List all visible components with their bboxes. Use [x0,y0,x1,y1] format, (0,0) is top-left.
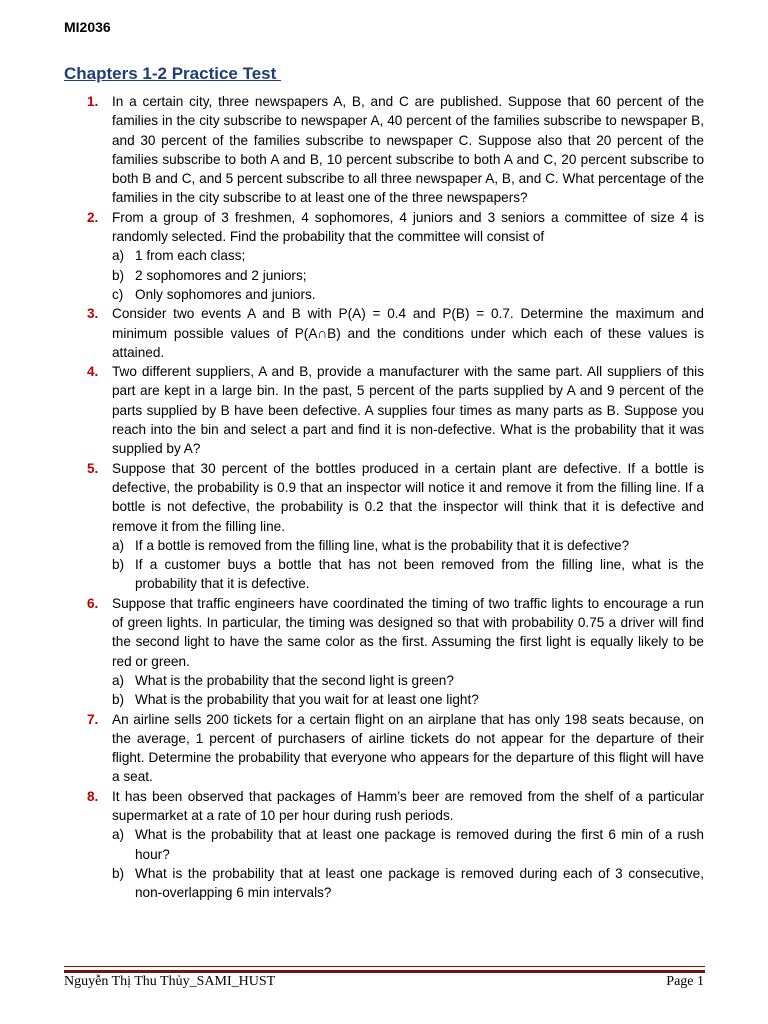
subquestion-item [112,671,704,690]
subquestion-item [112,555,704,594]
problem-text: In a certain city, three newspapers A, B, and C are published. Suppose that 60 percent of the families in the city subscribe to newspaper A, 40 percent of the families subscribe to newspaper B, and 30 percent of the families subscribe to newspaper C. Suppose also that 20 percent of the families subscribe to both A and B, 10 percent subscribe to both A and C, 20 percent subscribe to both B and C, and 5 percent subscribe to all three newspaper A, B, and C. What percentage of the families in the city subscribe to at least one of the three newspapers? [112,94,704,206]
subquestion-list [112,246,704,304]
subquestion-text: What is the probability that at least one package is removed during each of 3 consecutive, non-overlapping 6 min intervals? [135,865,704,901]
subquestion-label: b) [112,692,125,708]
subquestion-list [112,671,704,710]
subquestion-text: 1 from each class; [135,248,246,264]
subquestion-label: a) [112,248,125,264]
subquestion-text: What is the probability that the second light is green? [135,672,454,688]
problem-text: It has been observed that packages of Hamm’s beer are removed from the shelf of a particular supermarket at a rate of 10 per hour during rush periods. [112,788,704,823]
subquestion-text: What is the probability that at least one package is removed during the first 6 min of a rush hour? [135,827,704,862]
subquestion-item [112,246,704,265]
subquestion-item [112,825,704,864]
course-code: MI2036 [64,19,111,35]
problem-text: Two different suppliers, A and B, provide a manufacturer with the same part. All suppliers of this part are kept in a large bin. In the past, 5 percent of the parts supplied by A and 9 percent of the parts supplied by B have been defective. A supplies four times as many parts as B. Suppose you reach into the bin and select a part and find it is non-defective. What is the probability that it was supplied by A? [112,364,704,457]
problem-text: Suppose that traffic engineers have coordinated the timing of two traffic lights to encourage a run of green lights. In particular, the timing was designed so that with probability 0.75 a driver will find the second light to have the same color as the first. Assuming the first light is equally likely to be red or green. [112,595,704,669]
footer-rule-thin [64,966,705,967]
page-title: Chapters 1-2 Practice Test [64,64,281,83]
problem-text: Suppose that 30 percent of the bottles produced in a certain plant are defective. If a bottle is defective, the probability is 0.9 that an inspector will notice it and remove it from the filling line. If a bottle is not defective, the probability is 0.2 that the inspector will think that it is defective and remove it from the filling line. [112,460,704,534]
subquestion-text: Only sophomores and juniors. [135,286,316,302]
subquestion-list [112,825,704,902]
subquestion-item [112,690,704,709]
page-number: Page 1 [666,974,704,989]
problem-number: 1. [87,94,99,109]
problem-number: 6. [87,595,99,611]
subquestion-item [112,864,704,903]
problem-number: 5. [87,460,99,476]
subquestion-text: If a customer buys a bottle that has not been removed from the filling line, what is the probability that it is defective. [135,557,704,592]
subquestion-text: What is the probability that you wait for at least one light? [135,692,479,708]
problem-item [84,208,704,304]
subquestion-item [112,266,704,285]
problem-item [84,594,704,710]
problem-text: An airline sells 200 tickets for a certain flight on an airplane that has only 198 seats because, on the average, 1 percent of purchasers of airline tickets do not appear for the departure of their flight. Determine the probability that everyone who appears for the departure of this flight will have a seat. [112,711,704,785]
problem-text: Consider two events A and B with P(A) = 0.4 and P(B) = 0.7. Determine the maximum and minimum possible values of P(A∩B) and the conditions under which each of these values is attained. [112,306,704,360]
subquestion-label: b) [112,267,125,283]
subquestion-item [112,536,704,555]
footer-rule-thick [64,970,705,973]
subquestion-label: a) [112,827,125,843]
problem-item [84,362,704,458]
problem-number: 8. [87,788,99,804]
subquestion-label: b) [112,865,125,881]
problem-number: 3. [87,306,99,322]
subquestion-text: If a bottle is removed from the filling line, what is the probability that it is defective? [135,537,630,553]
problem-item [84,787,704,903]
problem-list [84,92,704,902]
problem-item [84,92,704,208]
subquestion-item [112,285,704,304]
subquestion-label: a) [112,672,125,688]
problem-item [84,710,704,787]
problem-number: 7. [87,711,99,727]
problem-number: 2. [87,209,99,225]
subquestion-label: c) [112,286,124,302]
subquestion-text: 2 sophomores and 2 juniors; [135,267,307,283]
problem-text: From a group of 3 freshmen, 4 sophomores, 4 juniors and 3 seniors a committee of size 4 is randomly selected. Find the probability that the committee will consist of [112,209,704,245]
problem-item [84,304,704,362]
subquestion-list [112,536,704,594]
subquestion-label: b) [112,557,125,573]
problem-number: 4. [87,364,99,380]
problem-item [84,459,704,594]
subquestion-label: a) [112,537,125,553]
footer-author: Nguyễn Thị Thu Thủy_SAMI_HUST [64,974,276,989]
